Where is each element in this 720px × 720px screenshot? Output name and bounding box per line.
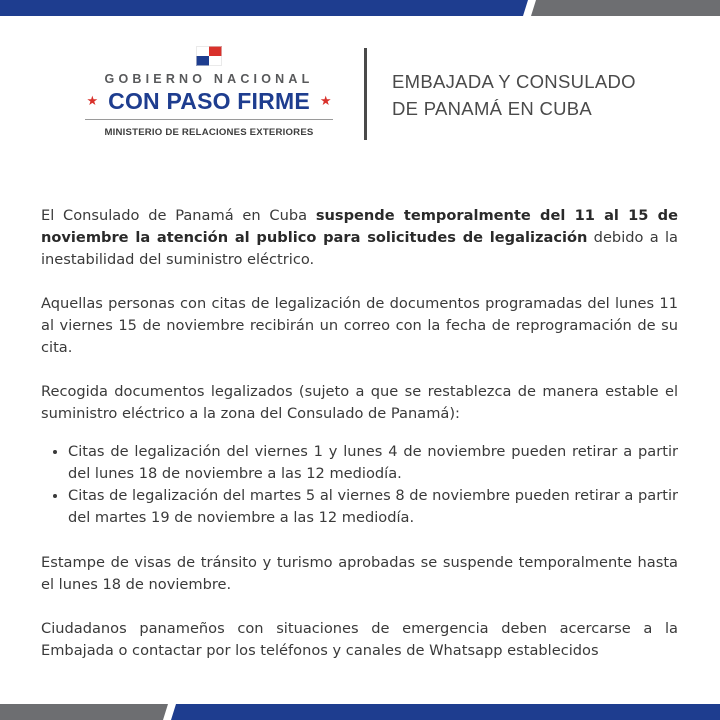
star-icon: ★: [319, 94, 332, 109]
ministry-name: MINISTERIO DE RELACIONES EXTERIORES: [104, 127, 314, 138]
ministry-divider: [85, 119, 333, 120]
list-item: • Citas de legalización del viernes 1 y lunes 4 de noviembre pueden retirar a partir del lunes 18 de noviembre a las 12 mediodía.: [68, 441, 678, 485]
embassy-line-2: DE PANAMÁ EN CUBA: [392, 98, 593, 119]
government-logo: [78, 46, 340, 138]
star-icon: ★: [86, 94, 99, 109]
paragraph-visas: Estampe de visas de tránsito y turismo aprobadas se suspende temporalmente hasta el lunes 18 de noviembre.: [41, 554, 678, 593]
paragraph-text: El Consulado de Panamá en Cuba: [41, 207, 316, 224]
paragraph-text: debido a la inestabilidad del suministro eléctrico.: [41, 229, 678, 268]
paragraph-suspension: [41, 205, 678, 271]
bottom-color-bar: [0, 704, 720, 720]
motto-row: [78, 88, 340, 115]
embassy-line-1: EMBAJADA Y CONSULADO: [392, 71, 636, 92]
header-divider: [364, 48, 367, 140]
paragraph-rescheduling: Aquellas personas con citas de legalización de documentos programadas del lunes 11 al viernes 15 de noviembre recibirán un correo con la fecha de reprogramación de su cita.: [41, 295, 678, 356]
announcement-body: [41, 205, 678, 684]
government-line: GOBIERNO NACIONAL: [104, 72, 314, 86]
pickup-list: [41, 441, 678, 529]
top-color-bar: [0, 0, 720, 16]
paragraph-bold-text: suspende temporalmente del 11 al 15 de noviembre la atención al publico para solicitudes de legalización: [41, 207, 678, 246]
paragraph-pickup: Recogida documentos legalizados (sujeto a que se restablezca de manera estable el suministro eléctrico a la zona del Consulado de Panamá):: [41, 383, 678, 422]
embassy-title: [392, 68, 636, 122]
panama-flag-icon: [196, 46, 222, 66]
list-item: • Citas de legalización del martes 5 al viernes 8 de noviembre pueden retirar a partir del martes 19 de noviembre a las 12 mediodía.: [68, 485, 678, 529]
paragraph-emergency: Ciudadanos panameños con situaciones de emergencia deben acercarse a la Embajada o contactar por los teléfonos y canales de Whatsapp establecidos: [41, 620, 678, 659]
motto: CON PASO FIRME: [108, 88, 310, 114]
